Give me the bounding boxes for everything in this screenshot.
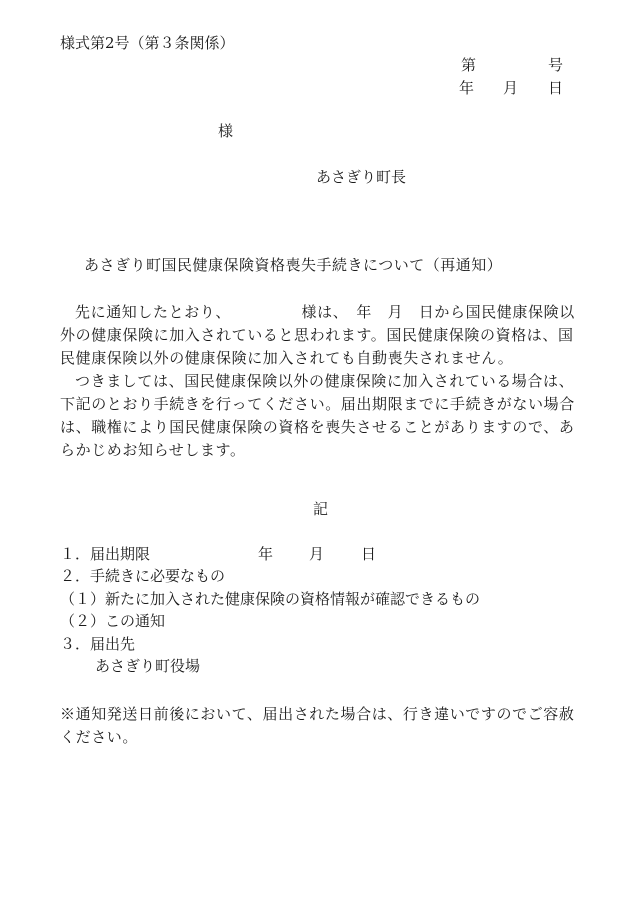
- item-destination-label: ３．届出先: [60, 635, 136, 653]
- addressee-honorific: 様: [218, 122, 234, 140]
- date-day-label: 日: [548, 79, 564, 97]
- document-number-suffix: 号: [548, 56, 564, 74]
- form-number: 様式第2号（第３条関係）: [60, 34, 235, 52]
- item-required-sub2: （２）この通知: [60, 612, 166, 630]
- item-required-label: ２．手続きに必要なもの: [60, 567, 226, 585]
- item-deadline-month: 月: [309, 545, 325, 563]
- ki-heading: 記: [313, 500, 329, 518]
- document-title: あさぎり町国民健康保険資格喪失手続きについて（再通知）: [84, 256, 503, 274]
- body-text: [60, 301, 586, 462]
- sender-name: あさぎり町長: [316, 168, 407, 186]
- item-deadline-day: 日: [361, 545, 377, 563]
- item-required-sub1: （１）新たに加入された健康保険の資格情報が確認できるもの: [60, 590, 481, 608]
- item-destination-value: あさぎり町役場: [95, 657, 201, 675]
- document-number-prefix: 第: [461, 56, 477, 74]
- item-deadline-label: １．届出期限: [60, 545, 151, 563]
- note-text: ※通知発送日前後において、届出された場合は、行き違いですのでご容赦ください。: [60, 705, 575, 746]
- note: [60, 703, 586, 749]
- item-deadline-year: 年: [258, 545, 274, 563]
- date-year-label: 年: [459, 79, 475, 97]
- body-paragraph-2: つきましては、国民健康保険以外の健康保険に加入されている場合は、下記のとおり手続きを行ってください。届出期限までに手続きがない場合は、職権により国民健康保険の資格を喪失させることがありますので、あらかじめお知らせします。: [60, 372, 575, 459]
- body-paragraph-1: 先に通知したとおり、 様は、 年 月 日から国民健康保険以外の健康保険に加入されていると思われます。国民健康保険の資格は、国民健康保険以外の健康保険に加入されても自動喪失されません。: [60, 303, 575, 367]
- date-month-label: 月: [503, 79, 519, 97]
